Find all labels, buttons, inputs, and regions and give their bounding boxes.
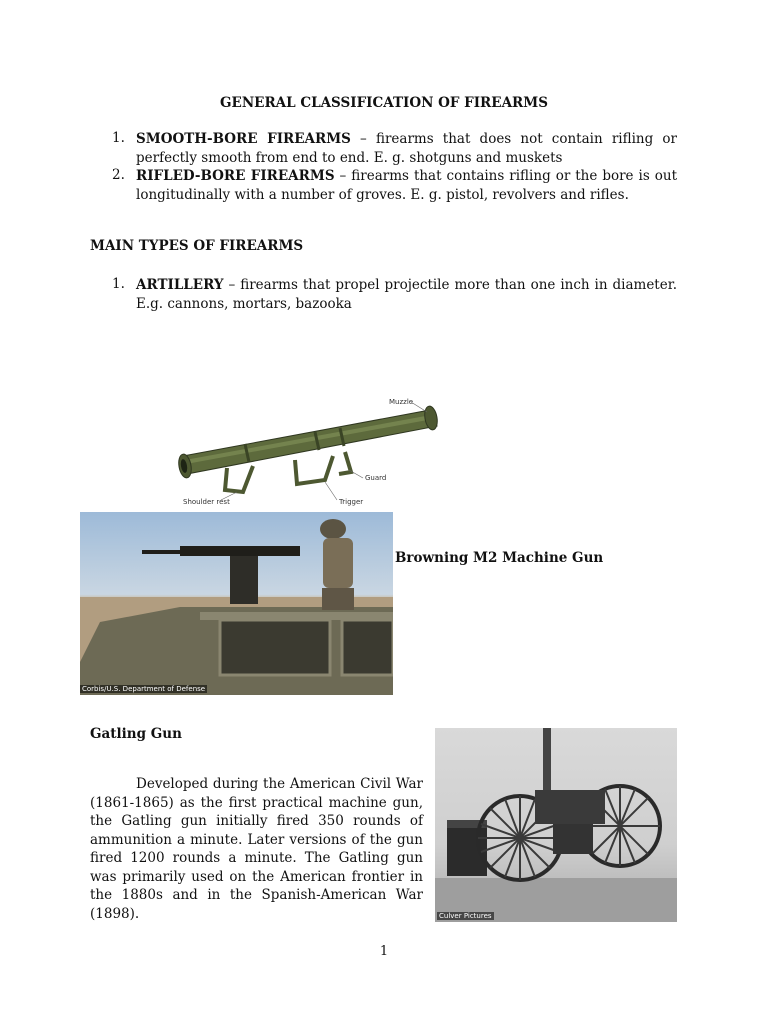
desc-rifled-bore: – firearms that contains rifling or the bore is out longitudinally with a number of groves. E. g. pistol, revolvers and rifles. <box>136 168 677 203</box>
desc-artillery: – firearms that propel projectile more than one inch in diameter. E.g. cannons, mortars, bazooka <box>136 277 677 312</box>
gatling-photo <box>435 728 677 922</box>
list-number: 1. <box>112 130 125 146</box>
photo-credit-browning: Corbis/U.S. Department of Defense <box>82 685 206 693</box>
machine-gun-scene <box>80 512 393 695</box>
term-artillery: ARTILLERY <box>136 277 224 293</box>
label-trigger: Trigger <box>339 498 364 506</box>
list-number: 2. <box>112 167 125 183</box>
list-item <box>90 276 677 313</box>
gatling-heading: Gatling Gun <box>90 726 182 742</box>
section-heading-main-types: MAIN TYPES OF FIREARMS <box>90 238 304 254</box>
photo-credit-gatling: Culver Pictures <box>439 912 492 920</box>
page-number: 1 <box>379 944 389 959</box>
label-muzzle: Muzzle <box>389 398 414 406</box>
list-number: 1. <box>112 276 125 292</box>
bazooka-illustration <box>165 388 455 510</box>
gatling-gun-illustration <box>435 728 677 922</box>
list-item <box>90 130 677 167</box>
page-title: GENERAL CLASSIFICATION OF FIREARMS <box>220 95 548 111</box>
main-types-list <box>90 276 677 313</box>
term-rifled-bore: RIFLED-BORE FIREARMS <box>136 168 335 184</box>
desc-smooth-bore: – firearms that does not contain rifling or perfectly smooth from end to end. E. g. shotguns and muskets <box>136 131 677 166</box>
term-smooth-bore: SMOOTH-BORE FIREARMS <box>136 131 351 147</box>
label-guard: Guard <box>365 474 387 482</box>
browning-caption: Browning M2 Machine Gun <box>395 550 604 566</box>
browning-photo <box>80 512 393 695</box>
gatling-paragraph: Developed during the American Civil War (1861-1865) as the first practical machine gun, the Gatling gun initially fired 350 rounds of ammunition a minute. Later versions of the gun fired 1200 rounds a minute. The Gatling gun was primarily used on the American frontier in the 1880s and in the Spanish-American War (1898). <box>90 776 423 922</box>
bazooka-diagram <box>165 388 455 510</box>
label-shoulder-rest: Shoulder rest <box>183 498 230 506</box>
list-item <box>90 167 677 204</box>
classification-list <box>90 130 677 204</box>
